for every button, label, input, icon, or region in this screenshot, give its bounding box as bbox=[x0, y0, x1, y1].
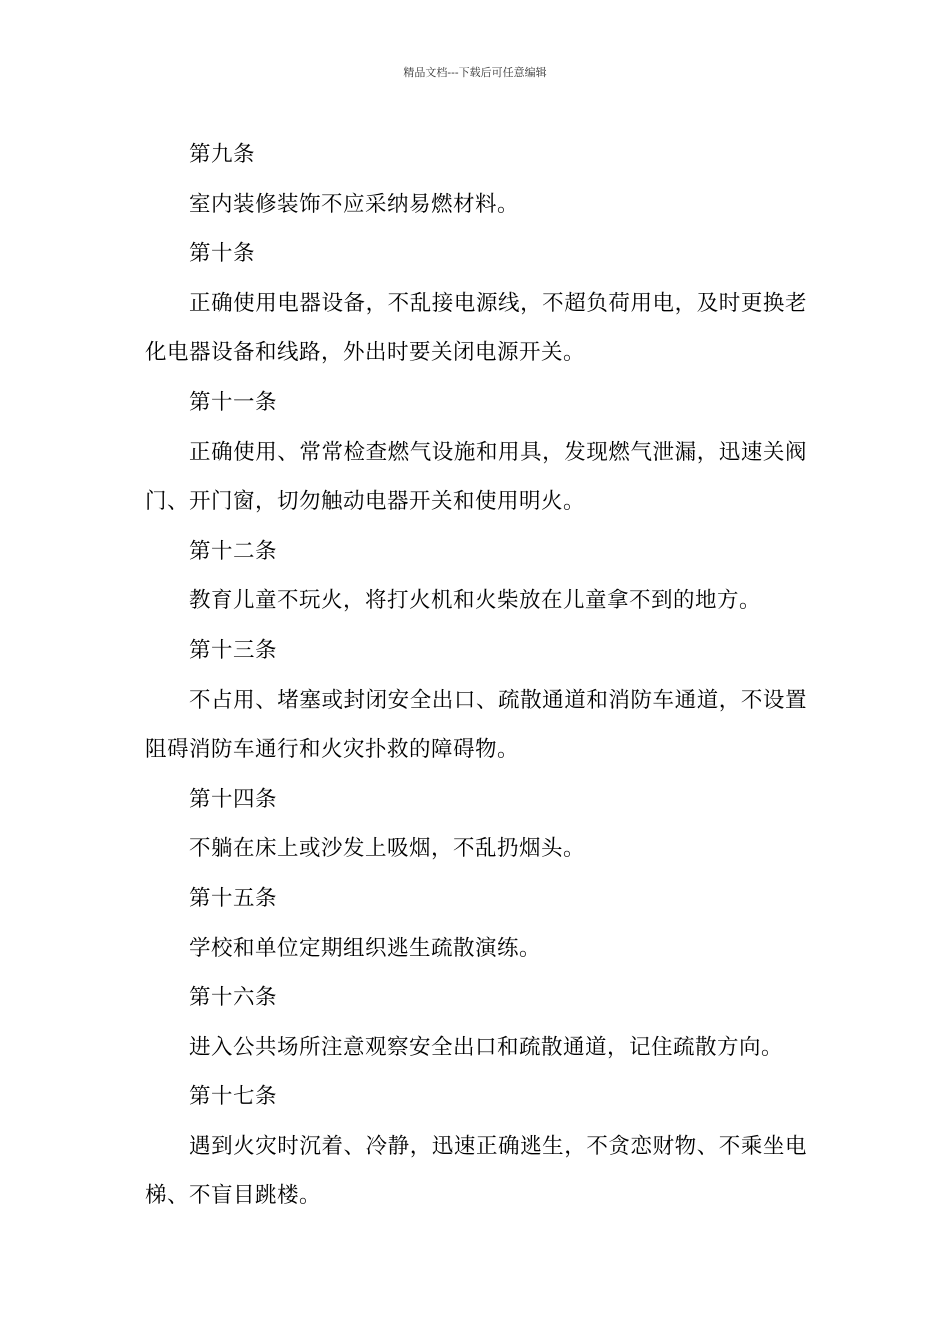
article-text-12: 教育儿童不玩火，将打火机和火柴放在儿童拿不到的地方。 bbox=[189, 588, 762, 614]
article-text-14: 不躺在床上或沙发上吸烟，不乱扔烟头。 bbox=[189, 836, 586, 862]
article-heading-15: 第十五条 bbox=[189, 885, 278, 911]
article-text-16: 进入公共场所注意观察安全出口和疏散通道，记住疏散方向。 bbox=[189, 1034, 784, 1060]
article-text-10: 正确使用电器设备，不乱接电源线，不超负荷用电，及时更换老化电器设备和线路，外出时要关闭电源开关。 bbox=[145, 290, 807, 366]
article-heading-11: 第十一条 bbox=[189, 389, 278, 415]
article-text-11: 正确使用、常常检查燃气设施和用具，发现燃气泄漏，迅速关阀门、开门窗，切勿触动电器开关和使用明火。 bbox=[145, 439, 807, 515]
article-text-17: 遇到火灾时沉着、冷静，迅速正确逃生，不贪恋财物、不乘坐电梯、不盲目跳楼。 bbox=[145, 1133, 807, 1209]
article-text-15: 学校和单位定期组织逃生疏散演练。 bbox=[189, 935, 542, 961]
article-text-9: 室内装修装饰不应采纳易燃材料。 bbox=[189, 191, 520, 217]
article-heading-14: 第十四条 bbox=[189, 786, 278, 812]
article-heading-17: 第十七条 bbox=[189, 1084, 278, 1110]
page-header: 精品文档---下载后可任意编辑 bbox=[403, 66, 547, 79]
article-text-13: 不占用、堵塞或封闭安全出口、疏散通道和消防车通道，不设置阻碍消防车通行和火灾扑救的障碍物。 bbox=[145, 687, 807, 763]
article-heading-16: 第十六条 bbox=[189, 985, 278, 1011]
article-heading-13: 第十三条 bbox=[189, 637, 278, 663]
document-body bbox=[145, 130, 807, 1221]
article-heading-12: 第十二条 bbox=[189, 538, 278, 564]
article-heading-10: 第十条 bbox=[189, 241, 256, 267]
article-heading-9: 第九条 bbox=[189, 142, 256, 167]
